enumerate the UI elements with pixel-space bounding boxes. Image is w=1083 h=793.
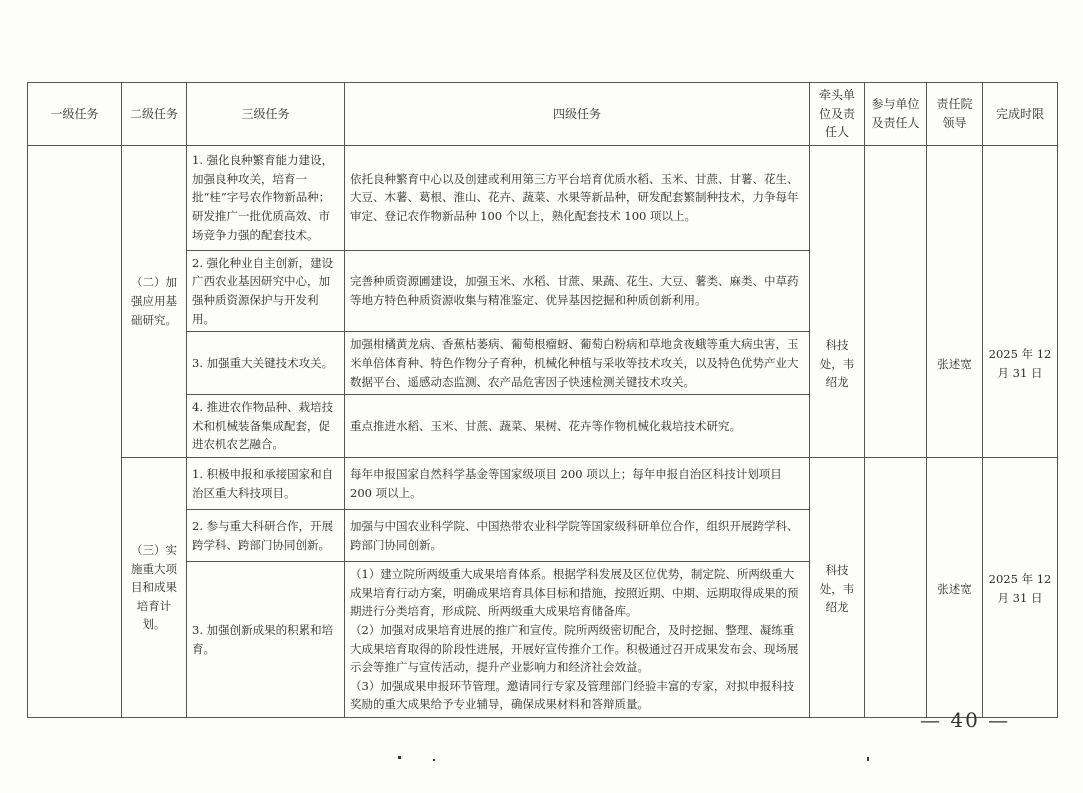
level4-cell: 依托良种繁育中心以及创建或利用第三方平台培育优质水稻、玉米、甘蔗、甘薯、花生、大豆、木薯、葛根、淮山、花卉、蔬菜、水果等新品种，研发配套繁制种技术，力争每年审定、登记农作物新品种 100 个以上，熟化配套技术 100 项以上。 [345,145,810,250]
page-number: — 40 — [920,708,1011,732]
level3-cell: 1. 积极申报和承接国家和自治区重大科技项目。 [187,458,345,510]
level4-cell: 加强柑橘黄龙病、香蕉枯萎病、葡萄根瘤蚜、葡萄白粉病和草地贪夜蛾等重大病虫害，玉米单倍体育种、特色作物分子育种，机械化种植与采收等技术攻关，以及特色优势产业大数据平台、遥感动态监测、农产品危害因子快速检测关键技术攻关。 [345,332,810,395]
deadline-cell: 2025 年 12 月 31 日 [983,458,1058,718]
level1-cell [28,145,122,717]
leader-cell: 张述宽 [927,145,983,457]
level3-cell: 2. 强化种业自主创新，建设广西农业基因研究中心，加强种质资源保护与开发利用。 [187,250,345,332]
lead-unit-cell: 科技处，韦绍龙 [810,145,865,457]
scan-speck [433,759,435,761]
scan-speck [867,757,869,761]
participants-cell [865,145,927,457]
deadline-cell: 2025 年 12 月 31 日 [983,145,1058,457]
header-deadline: 完成时限 [983,83,1058,146]
participants-cell [865,458,927,718]
scan-speck [398,756,401,759]
table-row [28,145,1058,250]
header-level3: 三级任务 [187,83,345,146]
level4-cell: 每年申报国家自然科学基金等国家级项目 200 项以上；每年申报自治区科技计划项目 200 项以上。 [345,458,810,510]
header-lead-unit: 牵头单位及责任人 [810,83,865,146]
level4-cell: 加强与中国农业科学院、中国热带农业科学院等国家级科研单位合作，组织开展跨学科、跨部门协同创新。 [345,510,810,562]
level3-cell: 3. 加强重大关键技术攻关。 [187,332,345,395]
level4-cell: 重点推进水稻、玉米、甘蔗、蔬菜、果树、花卉等作物机械化栽培技术研究。 [345,395,810,458]
header-participants: 参与单位及责任人 [865,83,927,146]
level4-cell [345,562,810,718]
level3-cell: 4. 推进农作物品种、栽培技术和机械装备集成配套，促进农机农艺融合。 [187,395,345,458]
header-leader: 责任院领导 [927,83,983,146]
level4-cell: 完善种质资源圃建设，加强玉米、水稻、甘蔗、果蔬、花生、大豆、薯类、麻类、中草药等地方特色种质资源收集与精准鉴定、优异基因挖掘和种质创新利用。 [345,250,810,332]
table-row [28,458,1058,510]
level4-paragraph: （2）加强对成果培育进展的推广和宣传。院所两级密切配合，及时挖掘、整理、凝练重大成果培育取得的阶段性进展，开展好宣传推介工作。积极通过召开成果发布会、现场展示会等推广与宣传活动，提升产业影响力和经济社会效益。 [350,622,799,675]
level4-paragraph: （3）加强成果申报环节管理。邀请同行专家及管理部门经验丰富的专家，对拟申报科技奖励的重大成果给予专业辅导，确保成果材料和答辩质量。 [350,678,795,712]
table-header-row [28,83,1058,146]
level3-cell: 1. 强化良种繁育能力建设，加强良种攻关，培育一批“桂”字号农作物新品种；研发推广一批优质高效、市场竞争力强的配套技术。 [187,145,345,250]
header-level2: 二级任务 [122,83,187,146]
level3-cell: 3. 加强创新成果的积累和培育。 [187,562,345,718]
header-level4: 四级任务 [345,83,810,146]
header-level1: 一级任务 [28,83,122,146]
level2-cell: （二）加强应用基础研究。 [122,145,187,457]
level4-paragraph: （1）建立院所两级重大成果培育体系。根据学科发展及区位优势，制定院、所两级重大成果培育行动方案，明确成果培育具体目标和措施，按照近期、中期、远期取得成果的预期进行分类培育，形成院、所两级重大成果培育储备库。 [350,567,799,619]
task-table [27,82,1058,718]
lead-unit-cell: 科技处，韦绍龙 [810,458,865,718]
level3-cell: 2. 参与重大科研合作，开展跨学科、跨部门协同创新。 [187,510,345,562]
level2-cell: （三）实施重大项目和成果培育计划。 [122,458,187,718]
leader-cell: 张述宽 [927,458,983,718]
